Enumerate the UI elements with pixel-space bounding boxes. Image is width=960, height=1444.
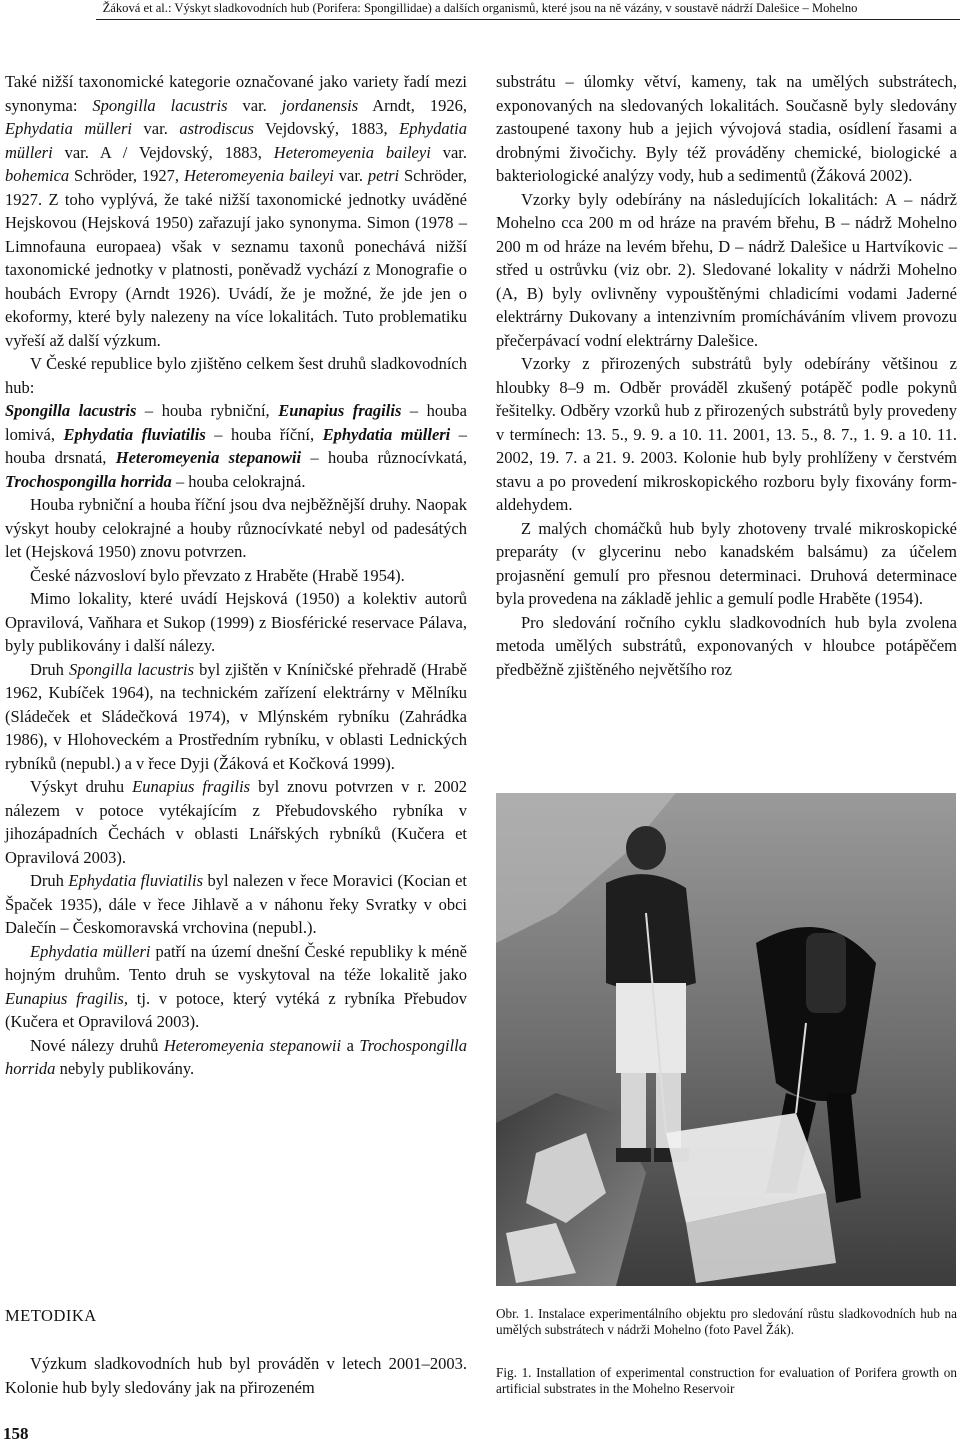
species-name: Heteromeyenia stepanowii bbox=[115, 448, 302, 467]
text: Vejdovský, 1883, bbox=[253, 119, 400, 138]
paragraph-synonyms bbox=[5, 70, 467, 352]
species-name: Heteromeyenia stepanowii bbox=[163, 1035, 342, 1055]
header-divider bbox=[96, 19, 960, 20]
text: Schröder, 1927. Z toho vyplývá, že také nižší taxonomické jednotky uváděné Hejskovou (Hejsková 1950) zařazují jako synonyma. Simon (1978 – Limnofauna europaea) však v seznamu taxonů ponechává nižší taxonomické jednotky v platnosti, poněvadž vychází z Monografie o houbách Evropy (Arndt 1926). Uvádí, že je možné, že jde jen o ekoformy, které byly nalezeny na více lokalitách. Tuto problematiku vyřeší až další výzkum. bbox=[5, 166, 467, 350]
text: – houba říční, bbox=[205, 424, 323, 444]
paragraph-preparations: Z malých chomáčků hub byly zhotoveny trvalé mikroskopické preparáty (v glycerinu nebo kanadském balsámu) za účelem projasnění gemulí pro přesnou determinaci. Druhová determinace byla provedena na základě jehlic a gemulí podle Hraběte (1954). bbox=[496, 518, 957, 608]
text: byl znovu potvrzen v r. 2002 nálezem v potoce vytékajícím z Přebudovského rybníka v jihozápadních Čechách v oblasti Lnářských rybníků (Kučera et Opravilová 2003). bbox=[5, 777, 467, 867]
species-name: Heteromeyenia baileyi bbox=[183, 166, 334, 185]
text: Arndt, 1926, bbox=[358, 95, 467, 115]
text: V České republice bylo zjištěno celkem šest druhů sladkovodních hub: bbox=[5, 354, 467, 397]
variety-name: jordanensis bbox=[281, 95, 359, 115]
species-name: Eunapius fragilis, bbox=[5, 988, 128, 1008]
species-name: Spongilla lacustris bbox=[5, 401, 137, 420]
species-name: Heteromeyenia baileyi bbox=[273, 142, 431, 162]
paragraph-metodika: Výzkum sladkovodních hub byl prováděn v letech 2001–2003. Kolonie hub byly sledovány jak na přirozeném bbox=[5, 1354, 467, 1397]
species-name: Ephydatia mülleri bbox=[5, 119, 467, 162]
paragraph-substrates: substrátu – úlomky větví, kameny, tak na umělých substrátech, exponovaných na sledovaných lokalitách. Současně byly sledovány zastoupené taxony hub a jejich vývojová stadia, osídlení řasami a drobnými živočichy. Byly též prováděny chemické, biologické a bakteriologické analýzy vody, hub a sedimentů (Žáková 2002). bbox=[496, 72, 957, 185]
species-name: Ephydatia mülleri bbox=[322, 424, 451, 444]
paragraph-other-findings: Mimo lokality, které uvádí Hejsková (1950) a kolektiv autorů Opravilová, Vaňhara et Sukop (1999) z Biosférické reservace Pálava, byly publikovány i další nálezy. bbox=[5, 589, 467, 655]
species-name: Trochospongilla horrida bbox=[5, 471, 172, 491]
text: Výskyt druhu bbox=[30, 777, 133, 796]
text: patří na území dnešní České republiky k méně hojným druhům. Tento druh se vyskytoval na téže lokalitě jako bbox=[5, 941, 468, 984]
text: var. bbox=[430, 142, 467, 162]
right-column bbox=[496, 70, 957, 681]
text: var. bbox=[333, 166, 368, 185]
species-name: Eunapius fragilis bbox=[132, 777, 251, 796]
photograph-icon bbox=[496, 793, 956, 1286]
variety-name: bohemica bbox=[5, 166, 70, 185]
paragraph-species-list bbox=[5, 399, 467, 493]
paragraph-nomenclature: České názvosloví bylo převzato z Hraběte (Hrabě 1954). bbox=[30, 565, 405, 585]
running-header bbox=[0, 0, 960, 18]
text: byl nalezen v řece Moravici (Kocian et Špaček 1935), dále v řece Jihlavě a v náhonu řeky Svratky v obci Dalečín – Českomoravská vrchovina (nepubl.). bbox=[5, 871, 467, 937]
species-name: Eunapius fragilis bbox=[278, 401, 402, 420]
paragraph-six-species bbox=[5, 352, 467, 399]
variety-name: astrodiscus bbox=[179, 119, 254, 138]
text: – houba rybniční, bbox=[136, 401, 279, 420]
species-name: Ephydatia fluviatilis bbox=[63, 424, 206, 444]
paragraph-localities: Vzorky byly odebírány na následujících lokalitách: A – nádrž Mohelno cca 200 m od hráze na pravém břehu, B – nádrž Mohelno 200 m od hráze na levém břehu, D – nádrž Dalešice u Hartvíkovic – střed u ostrůvku (viz obr. 2). Sledované lokality v nádrži Mohelno (A, B) byly ovlivněny vypouštěnými chladicími vodami Jaderné elektrárny Dukovany a intenzivním promícháváním vlivem provozu přečerpávací vodní elektrárny Dalešice. bbox=[496, 189, 957, 350]
text: nebyly publikovány. bbox=[55, 1059, 195, 1078]
species-name: Spongilla lacustris bbox=[68, 659, 195, 679]
paragraph-new-findings bbox=[5, 1034, 467, 1081]
figure-photo bbox=[496, 793, 956, 1286]
species-name: Ephydatia mülleri bbox=[5, 119, 133, 138]
text: byl zjištěn v Kníničské přehradě (Hrabě 1962, Kubíček 1964), na technickém zařízení elektrárny v Mělníku (Sládeček et Sládečková 1974), v Mlýnském rybníku (Zahrádka 1986), v Hlohoveckém a Prostředním rybníku, v oblasti Lednických rybníků (nepubl.) a v řece Dyji (Žáková et Kočková 1999). bbox=[5, 659, 467, 773]
species-name: Ephydatia fluviatilis bbox=[68, 871, 204, 890]
running-title: Žáková et al.: Výskyt sladkovodních hub (Porifera: Spongillidae) a dalších organismů, které jsou na ně vázány, v soustavě nádrží Dalešice – Mohelno bbox=[102, 1, 858, 15]
paragraph-ephydatia-mulleri bbox=[5, 940, 467, 1034]
variety-name: petri bbox=[367, 166, 400, 185]
species-name: Trochospongilla horrida bbox=[5, 1035, 467, 1078]
paragraph-ephydatia-fluviatilis bbox=[5, 869, 467, 940]
paragraph-sampling: Vzorky z přirozených substrátů byly odebírány většinou z hloubky 8–9 m. Odběr prováděl zkušený potápěč podle pokynů řešitelky. Odběry vzorků hub z přirozených substrátů byly provedeny v termínech: 13. 5., 9. 9. a 10. 11. 2001, 13. 5., 8. 7., 1. 9. a 10. 11. 2002, 19. 7. a 21. 9. 2003. Kolonie hub byly prohlíženy v čerstvém stavu a po provedení mikroskopického rozboru byly fixovány formaldehydem. bbox=[496, 354, 957, 514]
figure-caption-czech: Obr. 1. Instalace experimentálního objektu pro sledování růstu sladkovodních hub na umělých substrátech v nádrži Mohelno (foto Pavel Žák). bbox=[496, 1306, 957, 1338]
text: Druh bbox=[30, 871, 69, 890]
species-name: Spongilla lacustris bbox=[92, 95, 228, 115]
text: var. A / Vejdovský, 1883, bbox=[52, 142, 274, 162]
text: tj. v potoce, který vytéká z rybníka Přebudov (Kučera et Opravilová 2003). bbox=[5, 988, 468, 1031]
species-name: Ephydatia mülleri bbox=[30, 941, 151, 961]
text: – houba lomivá, bbox=[5, 401, 468, 444]
text: Také nižší taxonomické kategorie označované jako variety řadí mezi synonyma: bbox=[5, 72, 467, 115]
text: Schröder, 1927, bbox=[69, 166, 184, 185]
figure-caption-english: Fig. 1. Installation of experimental construction for evaluation of Porifera growth on artificial substrates in the Mohelno Reservoir bbox=[496, 1365, 957, 1397]
text: var. bbox=[227, 95, 282, 115]
text: Druh bbox=[30, 659, 69, 679]
metodika-section bbox=[5, 1352, 467, 1399]
text: var. bbox=[132, 119, 180, 138]
section-heading-metodika: METODIKA bbox=[5, 1306, 97, 1325]
text: – houba drsnatá, bbox=[5, 424, 468, 467]
text: a bbox=[341, 1035, 360, 1055]
paragraph-spongilla-lacustris bbox=[5, 658, 467, 776]
paragraph-annual-cycle: Pro sledování ročního cyklu sladkovodních hub byla zvolena metoda umělých substrátů, exponovaných v hloubce potápěčem předběžně zjištěného největšího roz bbox=[496, 612, 957, 679]
text: – houba celokrajná. bbox=[171, 471, 306, 491]
left-column bbox=[5, 70, 467, 1081]
page-number: 158 bbox=[3, 1424, 29, 1443]
paragraph-common-species: Houba rybniční a houba říční jsou dva nejběžnější druhy. Naopak výskyt houby celokrajné a houby různocívkaté nebyl od padesátých let (Hejsková 1950) znovu potvrzen. bbox=[5, 495, 467, 561]
text: Nové nálezy druhů bbox=[30, 1035, 164, 1055]
text: – houba různocívkatá, bbox=[301, 448, 467, 467]
paragraph-eunapius-fragilis bbox=[5, 775, 467, 869]
